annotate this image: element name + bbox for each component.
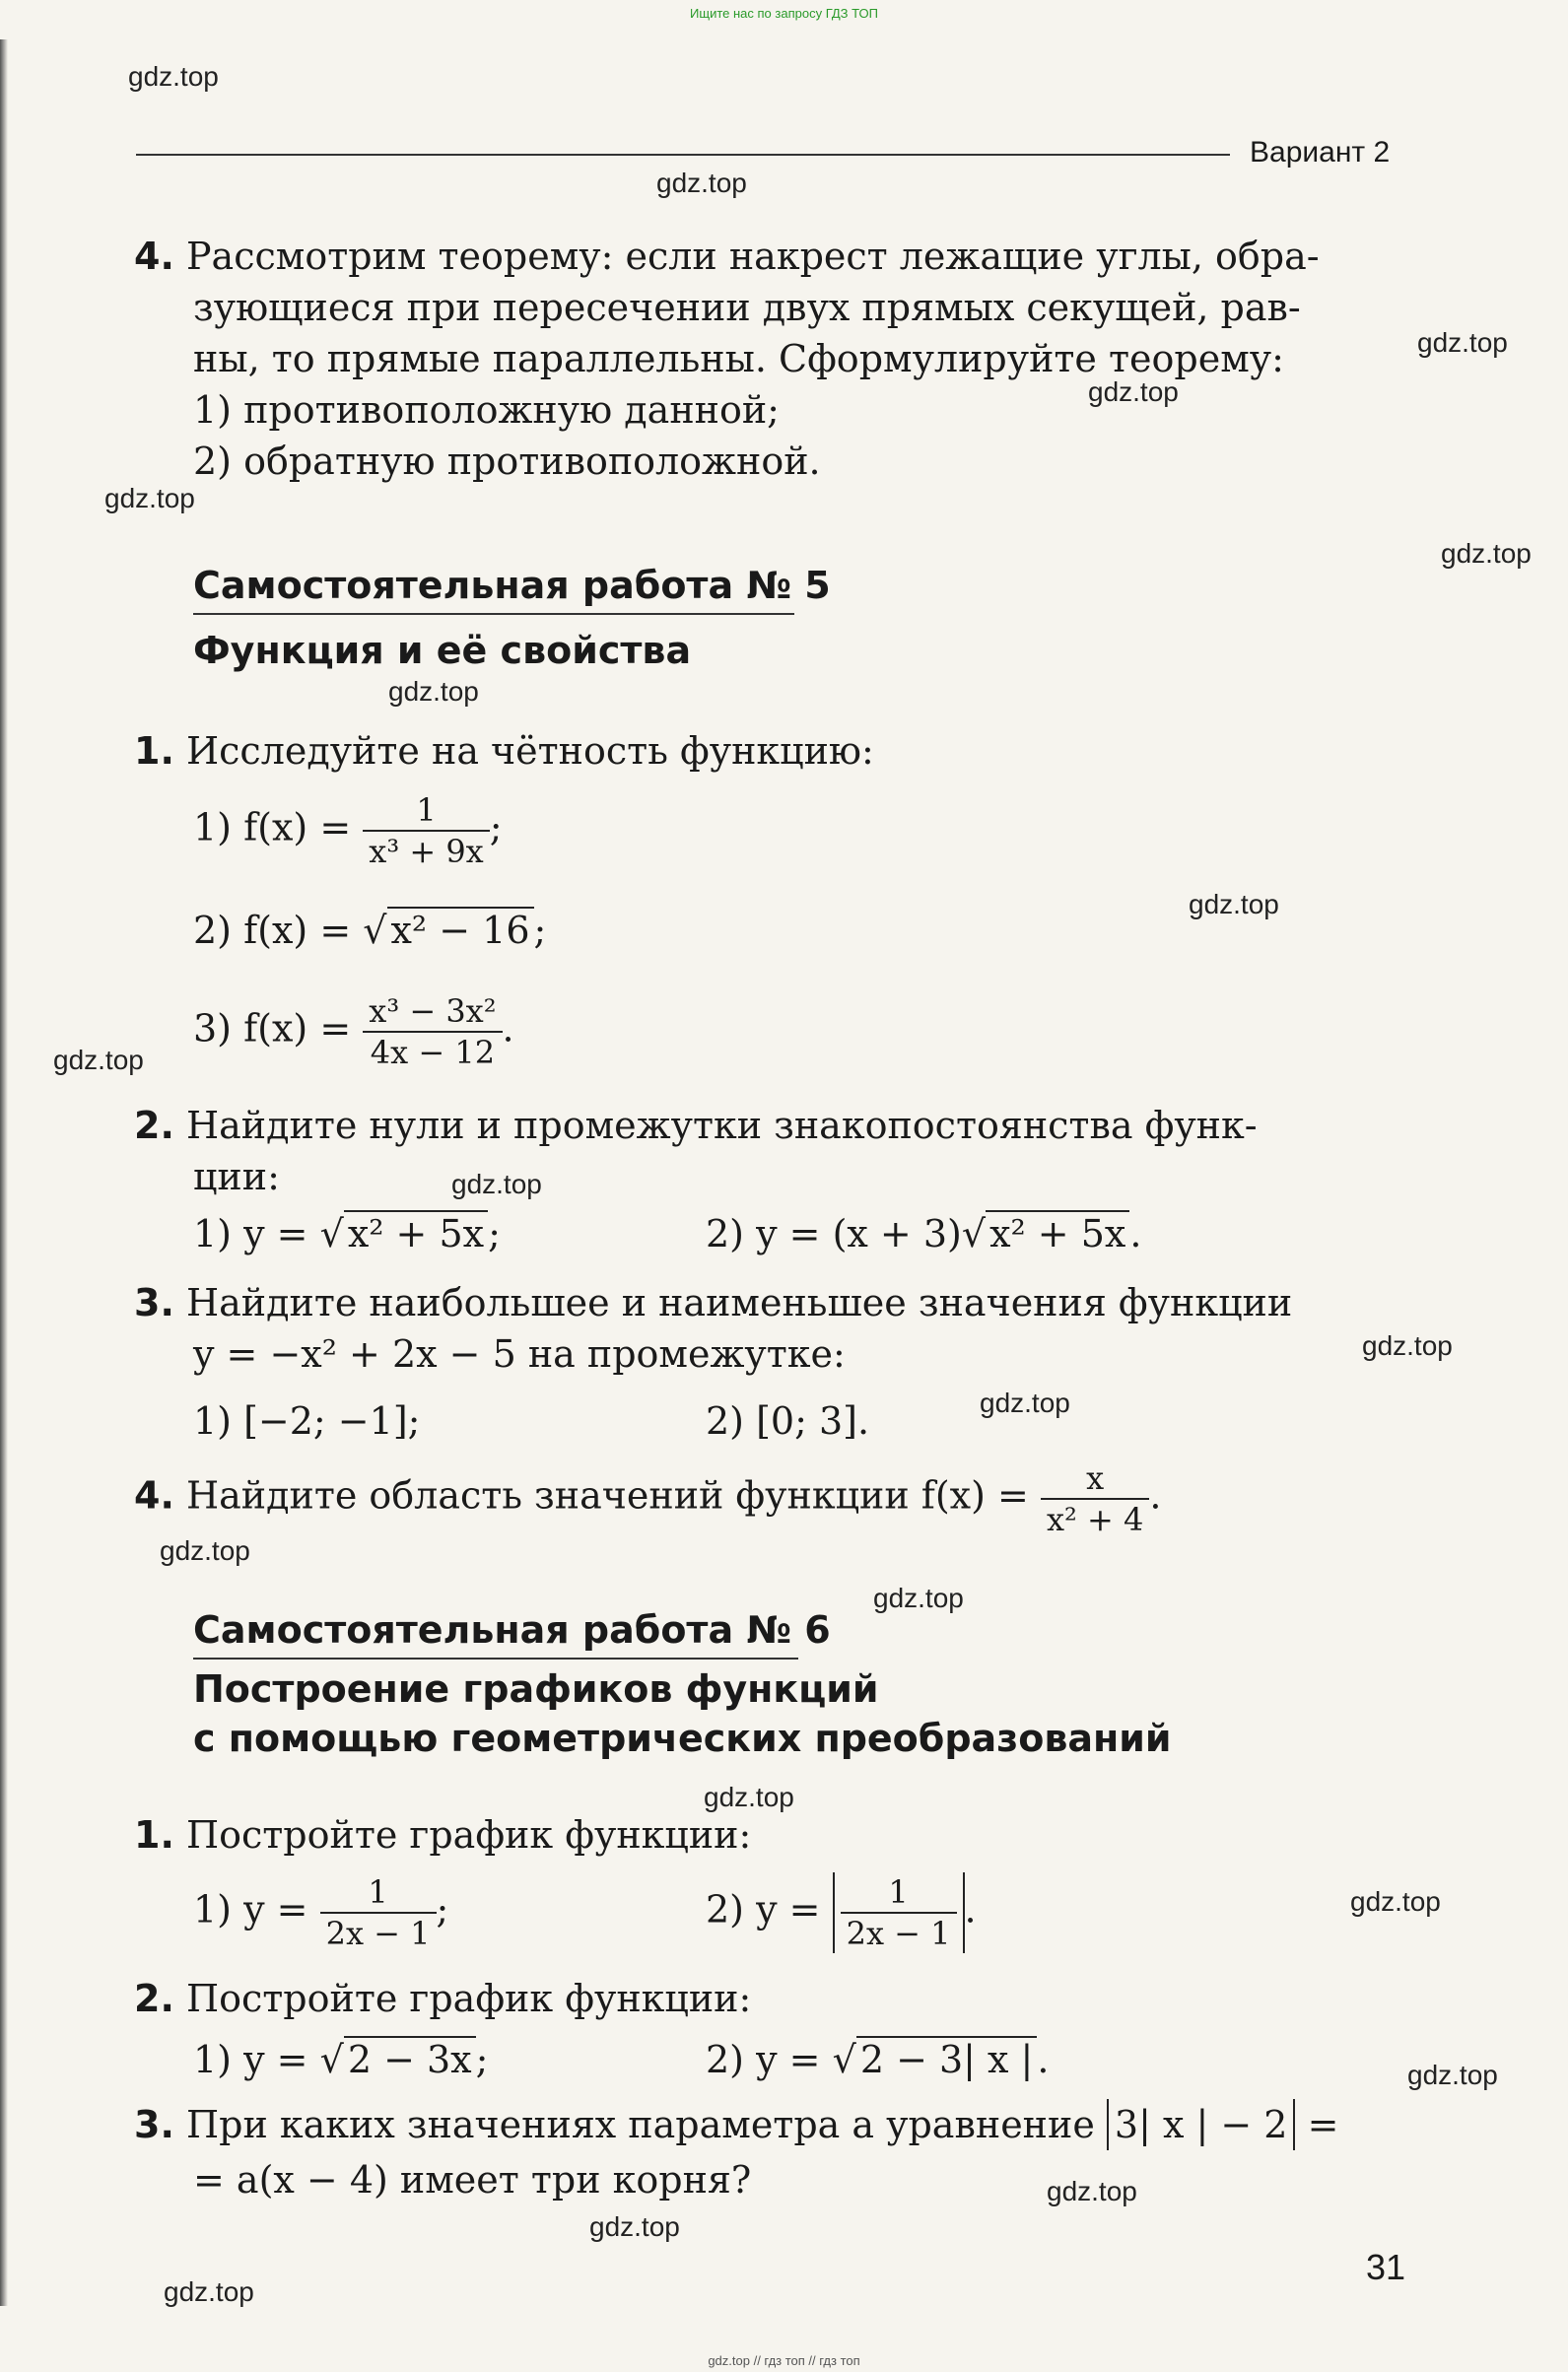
punct: ; — [533, 909, 547, 952]
fraction — [1041, 1458, 1149, 1539]
punct: ; — [489, 805, 503, 849]
watermark: gdz.top — [1407, 2060, 1498, 2090]
punct: . — [1129, 1212, 1142, 1255]
formula — [193, 790, 503, 871]
title-underline — [193, 1658, 798, 1660]
equals-sign: = — [1307, 2103, 1339, 2146]
formula-lhs: y = — [243, 1887, 308, 1931]
radicand: 2 − 3x — [344, 2036, 476, 2081]
numerator: 1 — [320, 1872, 437, 1914]
task-number: 4. — [134, 1473, 174, 1518]
fraction — [363, 790, 489, 871]
sqrt-icon: √ — [319, 2038, 344, 2081]
denominator: 2x − 1 — [846, 1915, 951, 1952]
watermark: gdz.top — [980, 1388, 1070, 1418]
denominator: 2x − 1 — [325, 1915, 431, 1952]
watermark: gdz.top — [53, 1045, 144, 1075]
item-label: 2) — [706, 1212, 745, 1255]
header-rule — [136, 154, 1230, 156]
task-number: 2. — [134, 1977, 174, 2020]
watermark: gdz.top — [451, 1169, 542, 1199]
punct: . — [1149, 1473, 1162, 1518]
punct: ; — [475, 2038, 489, 2081]
item-label: 1) — [193, 805, 233, 849]
task-text-line: ции: — [193, 1155, 280, 1198]
radicand: x² + 5x — [986, 1210, 1129, 1255]
numerator: x³ − 3x² — [363, 991, 502, 1033]
prev-task4 — [134, 231, 1320, 282]
radicand: 2 − 3| x | — [856, 2036, 1038, 2081]
watermark: gdz.top — [873, 1583, 964, 1613]
absolute-value: 3| x | − 2 — [1107, 2099, 1296, 2150]
task-number: 1. — [134, 1813, 174, 1857]
task-text-line: Рассмотрим теорему: если накрест лежащие углы, обра- — [185, 235, 1320, 278]
item-label: 2) — [193, 909, 233, 952]
item-label: 2) — [706, 2038, 745, 2081]
radicand: x² + 5x — [344, 1210, 488, 1255]
task-text-line: При каких значениях параметра a уравнение — [185, 2103, 1095, 2146]
top-banner: Ищите нас по запросу ГДЗ ТОП — [690, 6, 878, 21]
task-text-line: 2) обратную противоположной. — [193, 440, 821, 483]
watermark: gdz.top — [1047, 2176, 1137, 2206]
sr6-task3 — [134, 2099, 1338, 2150]
formula-lhs: f(x) = — [243, 909, 352, 952]
watermark: gdz.top — [1088, 376, 1179, 407]
watermark: gdz.top — [160, 1535, 250, 1566]
formula — [193, 1872, 448, 1953]
sr5-task2 — [134, 1100, 1258, 1151]
section-subtitle: Функция и её свойства — [193, 629, 692, 672]
task-text: Исследуйте на чётность функцию: — [185, 729, 874, 773]
watermark: gdz.top — [1362, 1330, 1453, 1361]
sr6-task2 — [134, 1973, 751, 2024]
watermark: gdz.top — [1417, 327, 1508, 358]
punct: ; — [436, 1887, 449, 1931]
formula — [193, 2036, 488, 2081]
page-number: 31 — [1366, 2247, 1406, 2287]
watermark: gdz.top — [128, 61, 219, 92]
formula — [193, 1210, 501, 1255]
sr6-task1 — [134, 1809, 751, 1861]
item-label: 1) — [193, 2038, 233, 2081]
task-text-line: зующиеся при пересечении двух прямых секущей, рав- — [193, 286, 1301, 329]
task-number: 2. — [134, 1104, 174, 1147]
formula-lhs: f(x) = — [243, 1006, 352, 1050]
radicand: x² − 16 — [387, 907, 534, 952]
punct: ; — [488, 1212, 501, 1255]
task-text-line: Найдите наибольшее и наименьшее значения функции — [185, 1281, 1293, 1324]
sr5-task4 — [134, 1458, 1161, 1539]
task-number: 4. — [134, 235, 174, 278]
denominator: x² + 4 — [1046, 1501, 1144, 1538]
section-title: Самостоятельная работа № 5 — [193, 564, 831, 607]
watermark: gdz.top — [656, 168, 747, 198]
task-number: 3. — [134, 2103, 174, 2146]
numerator: 1 — [363, 790, 489, 832]
task-text-line: Найдите нули и промежутки знакопостоянства функ- — [185, 1104, 1258, 1147]
title-underline — [193, 613, 794, 615]
numerator: x — [1041, 1458, 1149, 1500]
formula — [193, 991, 514, 1072]
formula-lhs: f(x) = — [243, 805, 352, 849]
sqrt-icon: √ — [319, 1212, 344, 1255]
interval-item: 2) [0; 3]. — [706, 1399, 870, 1443]
fraction — [363, 991, 502, 1072]
task-text: Найдите область значений функции f(x) = — [185, 1473, 1029, 1518]
formula-lhs: y = — [243, 2038, 308, 2081]
item-label: 3) — [193, 1006, 233, 1050]
task-text-line: = a(x − 4) имеет три корня? — [193, 2158, 752, 2202]
task-text-line: 1) противоположную данной; — [193, 388, 780, 432]
watermark: gdz.top — [589, 2211, 680, 2242]
formula — [193, 907, 546, 952]
denominator: x³ + 9x — [369, 833, 484, 870]
formula — [706, 2036, 1049, 2081]
watermark: gdz.top — [1441, 538, 1532, 569]
task-text-line: ны, то прямые параллельны. Сформулируйте теорему: — [193, 337, 1284, 380]
formula-lhs: y = (x + 3) — [756, 1212, 962, 1255]
page-shadow — [0, 39, 8, 2306]
task-text-line: y = −x² + 2x − 5 на промежутке: — [193, 1332, 846, 1376]
sr5-task3 — [134, 1277, 1292, 1328]
item-label: 1) — [193, 1887, 233, 1931]
section-subtitle: Построение графиков функций — [193, 1667, 879, 1711]
task-text: Постройте график функции: — [185, 1977, 752, 2020]
bottom-banner: gdz.top // гдз топ // гдз топ — [708, 2353, 860, 2368]
formula-lhs: y = — [243, 1212, 308, 1255]
task-number: 1. — [134, 729, 174, 773]
item-label: 2) — [706, 1887, 745, 1931]
fraction — [841, 1872, 957, 1953]
sqrt-icon: √ — [961, 1212, 987, 1255]
fraction — [320, 1872, 437, 1953]
watermark: gdz.top — [1350, 1886, 1441, 1917]
variant-label: Вариант 2 — [1250, 136, 1391, 169]
formula — [706, 1210, 1141, 1255]
watermark: gdz.top — [388, 676, 479, 707]
numerator: 1 — [841, 1872, 957, 1914]
punct: . — [1037, 2038, 1050, 2081]
absolute-value — [833, 1872, 965, 1953]
sr5-task1 — [134, 725, 874, 777]
punct: . — [502, 1006, 514, 1050]
watermark: gdz.top — [704, 1782, 794, 1812]
watermark: gdz.top — [1189, 889, 1279, 919]
watermark: gdz.top — [104, 483, 195, 513]
task-number: 3. — [134, 1281, 174, 1324]
formula-lhs: y = — [756, 1887, 821, 1931]
interval-item: 1) [−2; −1]; — [193, 1399, 421, 1443]
item-label: 1) — [193, 1212, 233, 1255]
task-text: Постройте график функции: — [185, 1813, 752, 1857]
formula — [706, 1872, 977, 1953]
denominator: 4x − 12 — [370, 1034, 496, 1071]
formula-lhs: y = — [756, 2038, 821, 2081]
sqrt-icon: √ — [832, 2038, 856, 2081]
punct: . — [964, 1887, 977, 1931]
sqrt-icon: √ — [363, 909, 387, 952]
section-title: Самостоятельная работа № 6 — [193, 1608, 831, 1652]
watermark: gdz.top — [164, 2276, 254, 2307]
section-subtitle: с помощью геометрических преобразований — [193, 1717, 1172, 1760]
